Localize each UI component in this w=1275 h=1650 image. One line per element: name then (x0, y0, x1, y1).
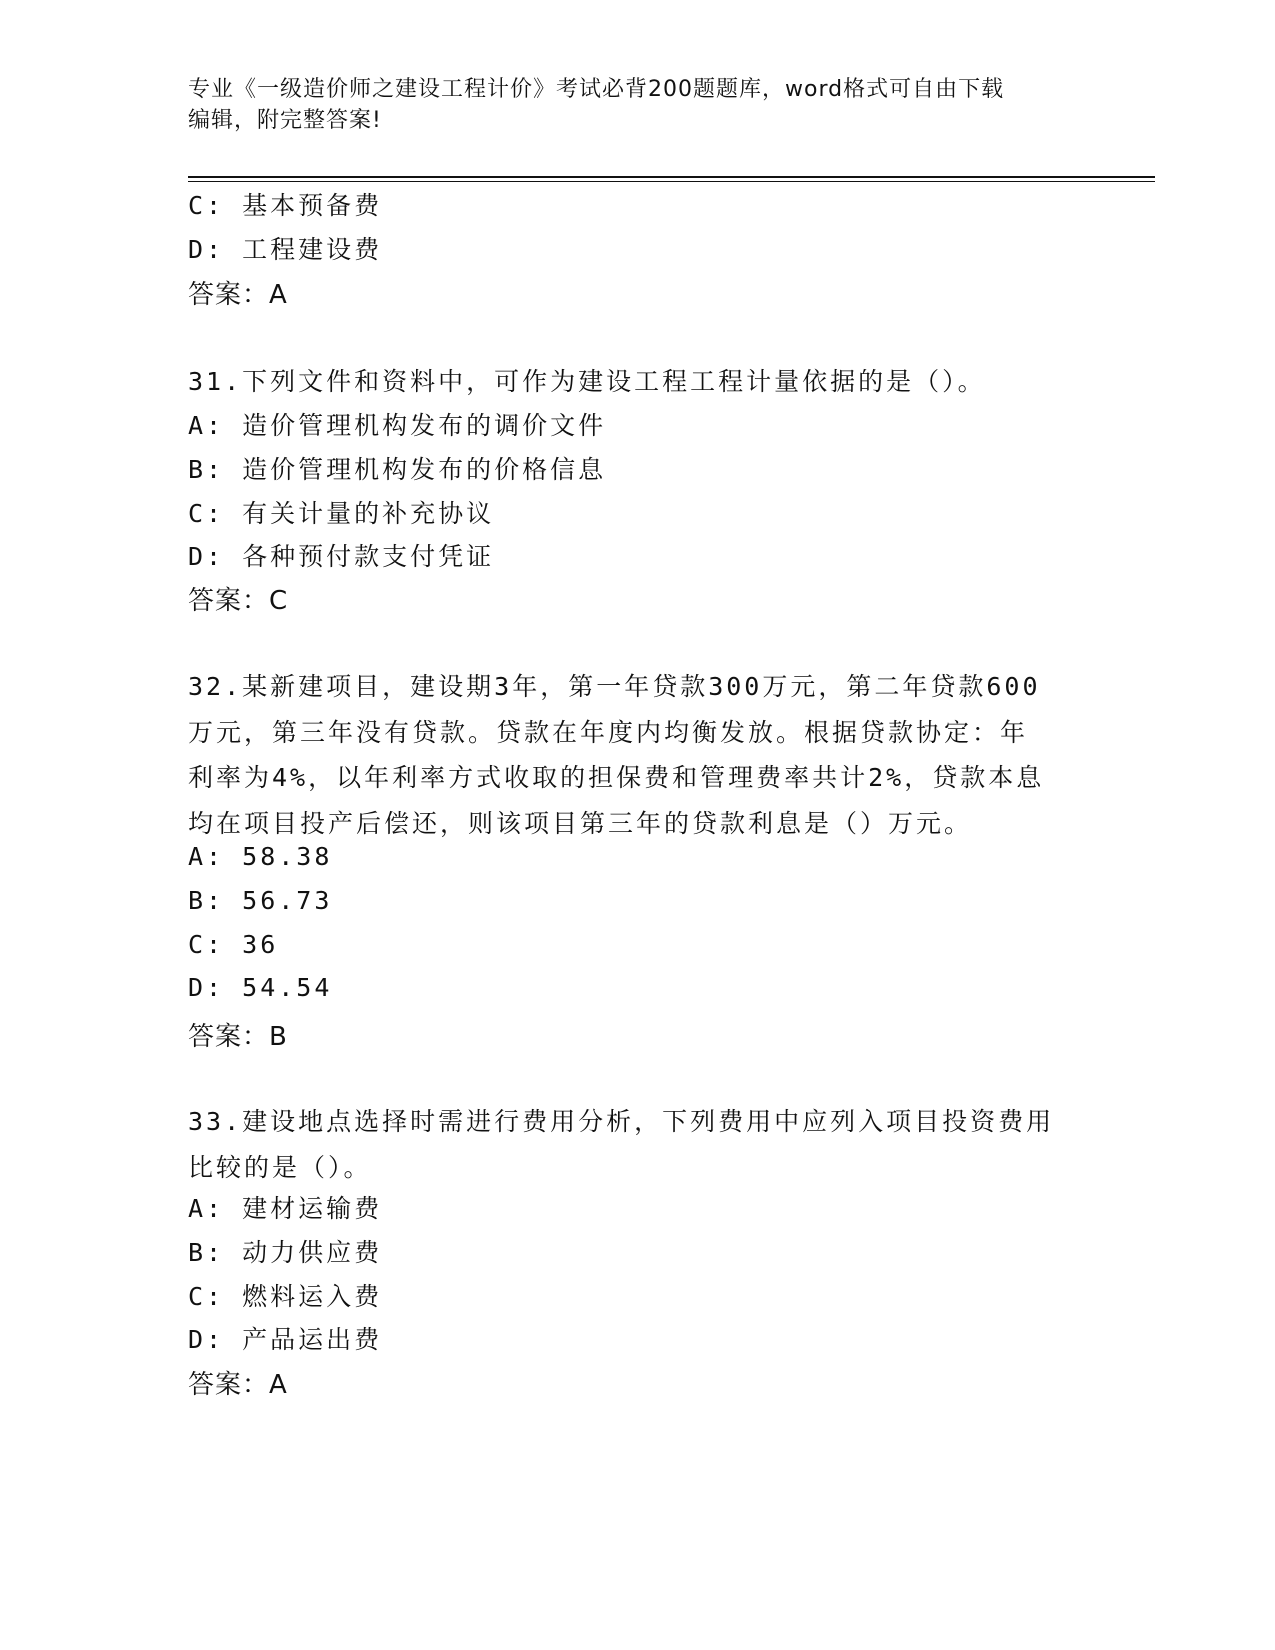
header-line-1: 专业《一级造价师之建设工程计价》考试必背200题题库，word格式可自由下载 (188, 77, 1005, 102)
q33-stem-line-2: 比较的是（）。 (188, 1152, 372, 1182)
q32-option-d: D: 54.54 (188, 973, 333, 1002)
header-rule-thin (188, 181, 1155, 182)
q32-option-c: C: 36 (188, 930, 279, 959)
q32-stem-line-4: 均在项目投产后偿还，则该项目第三年的贷款利息是（）万元。 (188, 808, 973, 838)
q33-option-a: A: 建材运输费 (188, 1194, 383, 1223)
q31-option-d: D: 各种预付款支付凭证 (188, 542, 495, 571)
q30-option-d: D: 工程建设费 (188, 235, 383, 264)
q31-option-c: C: 有关计量的补充协议 (188, 499, 495, 528)
q32-option-a: A: 58.38 (188, 842, 333, 871)
q31-option-b: B: 造价管理机构发布的价格信息 (188, 455, 607, 484)
q31-answer: 答案：C (188, 586, 289, 616)
q32-answer: 答案：B (188, 1022, 288, 1052)
q32-option-b: B: 56.73 (188, 886, 333, 915)
q30-answer: 答案：A (188, 280, 288, 310)
q30-option-c: C: 基本预备费 (188, 191, 383, 220)
q32-stem-line-2: 万元，第三年没有贷款。贷款在年度内均衡发放。根据贷款协定：年 (188, 717, 1029, 747)
q33-option-c: C: 燃料运入费 (188, 1282, 383, 1311)
q32-stem (188, 664, 1088, 846)
q33-answer: 答案：A (188, 1370, 288, 1400)
q32-stem-line-1: 32.某新建项目，建设期3年，第一年贷款300万元，第二年贷款600 (188, 672, 1041, 701)
q33-option-d: D: 产品运出费 (188, 1325, 383, 1354)
header-line-2: 编辑，附完整答案! (188, 108, 382, 133)
document-header (188, 74, 1088, 136)
q33-stem-line-1: 33.建设地点选择时需进行费用分析，下列费用中应列入项目投资费用 (188, 1107, 1055, 1136)
q33-stem (188, 1099, 1088, 1190)
header-rule-thick (188, 176, 1155, 178)
q32-stem-line-3: 利率为4%，以年利率方式收取的担保费和管理费率共计2%，贷款本息 (188, 763, 1045, 792)
q31-option-a: A: 造价管理机构发布的调价文件 (188, 411, 607, 440)
q33-option-b: B: 动力供应费 (188, 1238, 383, 1267)
q31-stem: 31.下列文件和资料中，可作为建设工程工程计量依据的是（）。 (188, 367, 986, 396)
